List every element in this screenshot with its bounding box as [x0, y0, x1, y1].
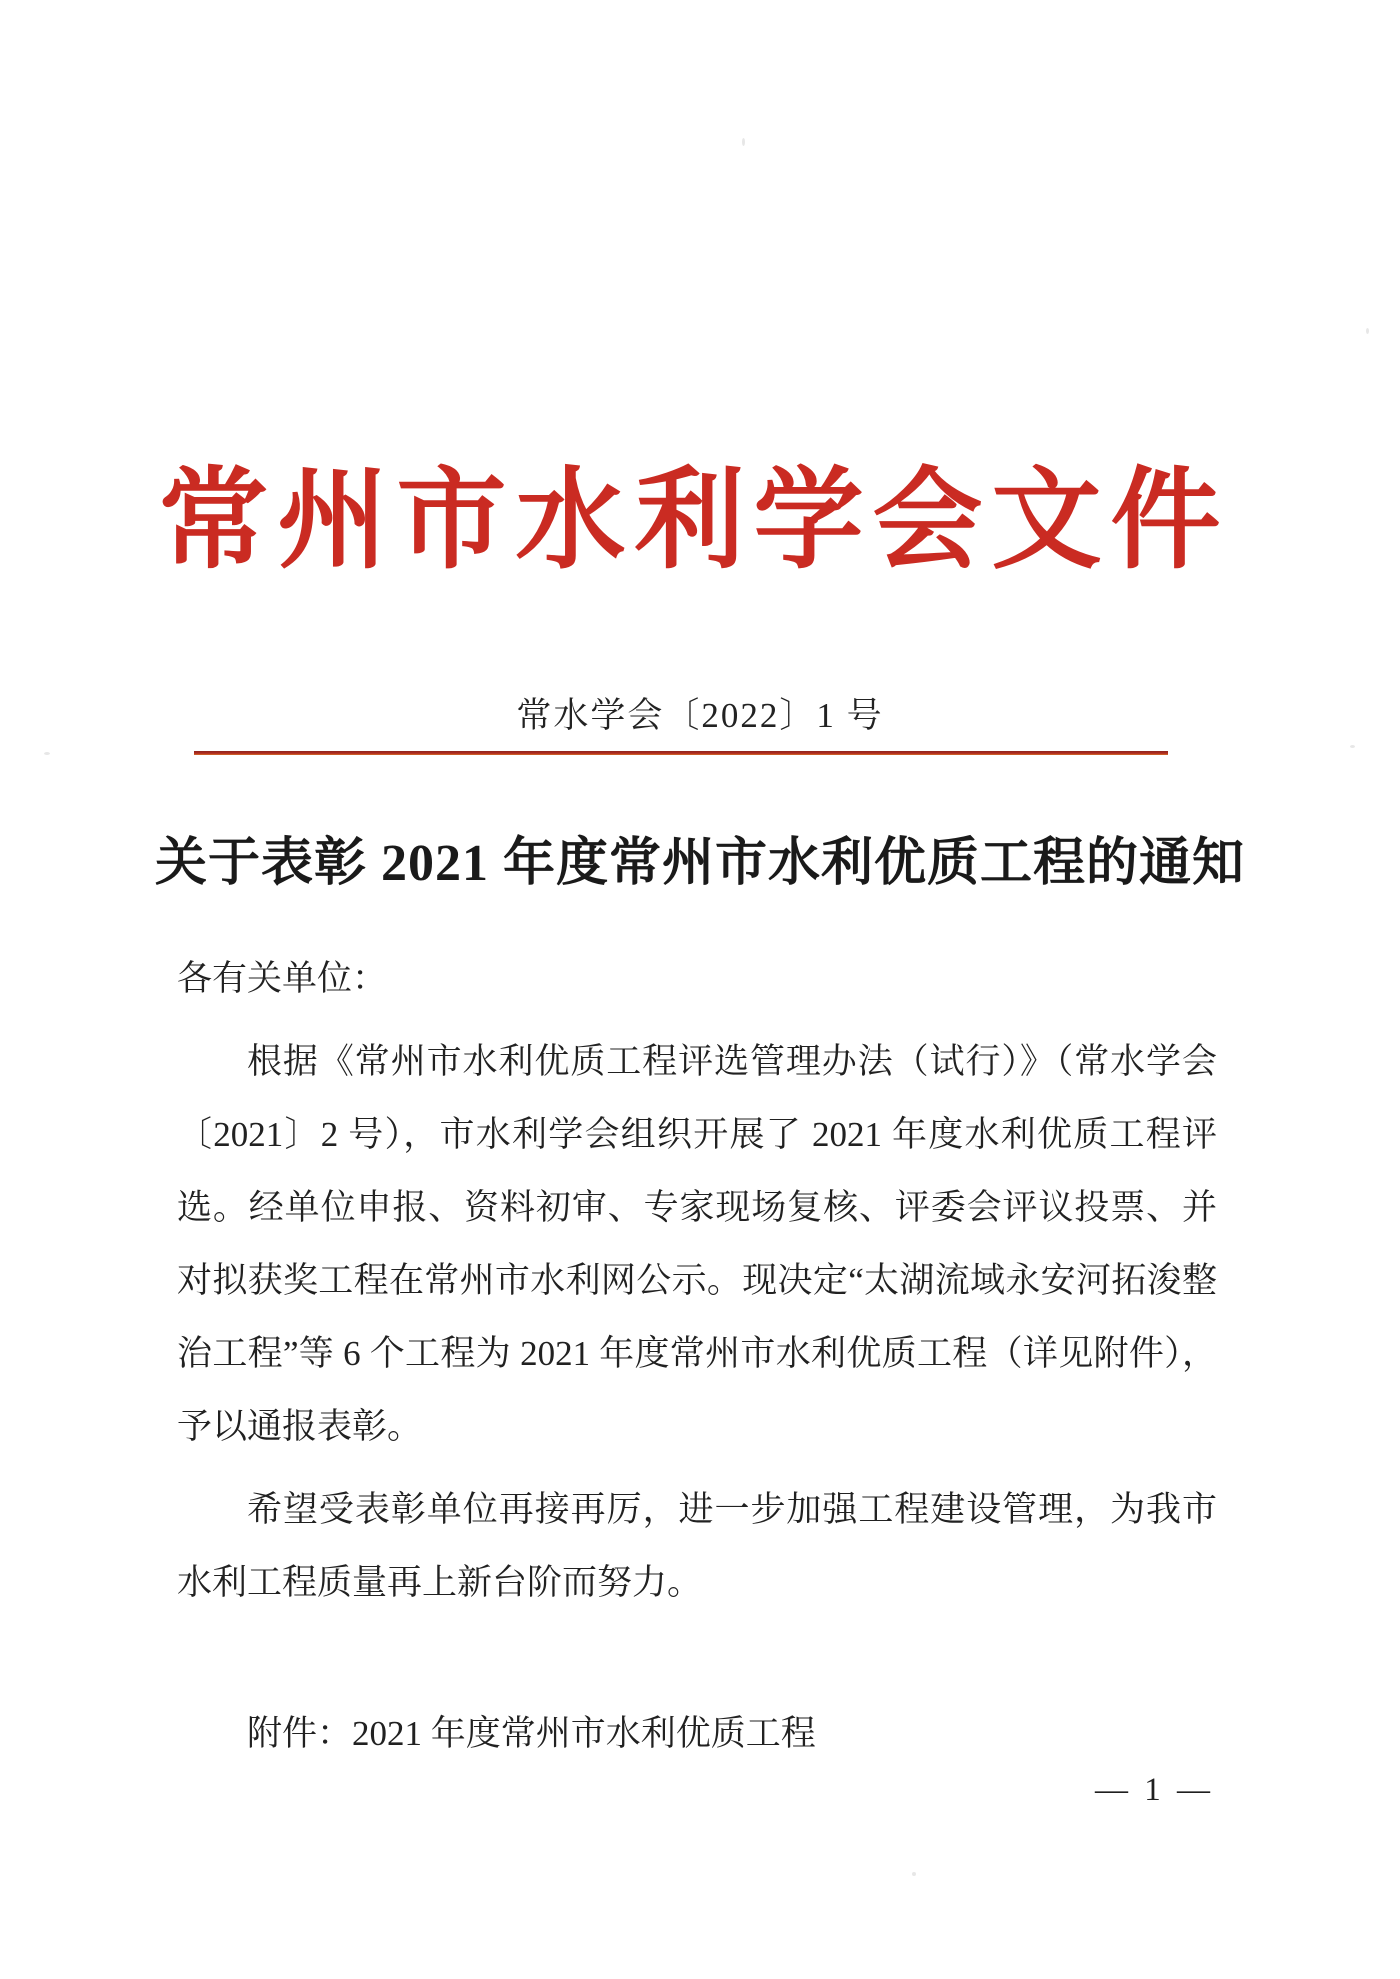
scan-artifact: [1350, 745, 1355, 748]
doc-number: 常水学会〔2022〕1 号: [516, 696, 884, 735]
scan-artifact: [1366, 328, 1369, 334]
document-body: [177, 942, 1217, 1770]
body-paragraph-1: 根据《常州市水利优质工程评选管理办法（试行）》（常水学会〔2021〕2 号），市水利学会组织开展了 2021 年度水利优质工程评选。经单位申报、资料初审、专家现场复核、评委会评议投票、并对拟获奖工程在常州市水利网公示。现决定“太湖流域永安河拓浚整治工程”等 6 个工程为 2021 年度常州市水利优质工程（详见附件），予以通报表彰。: [177, 1042, 1217, 1446]
scan-artifact: [912, 1872, 916, 1876]
attachment-line: 附件：2021 年度常州市水利优质工程: [247, 1714, 816, 1753]
letterhead-title: 常州市水利学会文件: [158, 460, 1230, 582]
body-paragraph-2: 希望受表彰单位再接再厉，进一步加强工程建设管理，为我市水利工程质量再上新台阶而努力。: [177, 1490, 1217, 1602]
scan-artifact: [44, 752, 50, 755]
scan-artifact: [742, 138, 745, 146]
page-number: — 1 —: [1095, 1772, 1214, 1808]
salutation: 各有关单位：: [177, 959, 388, 998]
document-title: 关于表彰 2021 年度常州市水利优质工程的通知: [154, 835, 1245, 892]
red-divider-line: [194, 751, 1168, 755]
